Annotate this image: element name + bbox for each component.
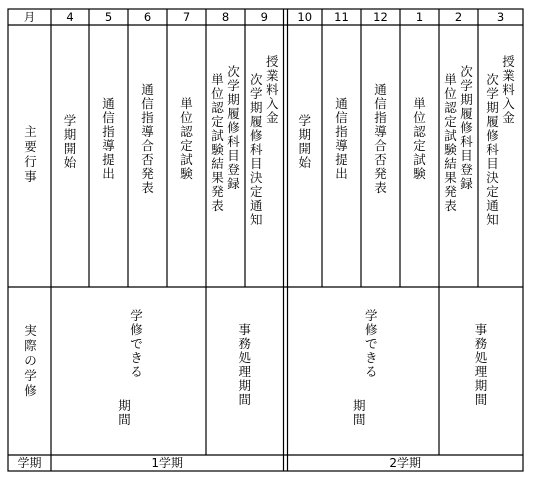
event-cell-7: 学期開始 (298, 113, 312, 170)
study-block-3-line-1: 学修できる (364, 308, 378, 379)
month-header-label: 月 (23, 10, 36, 24)
row-label-events: 主要行事 (24, 124, 37, 184)
month-header-11: 11 (334, 10, 349, 24)
study-block-1-line-1: 学修できる (130, 308, 143, 379)
month-header-7: 7 (182, 10, 191, 24)
event-cell-5-line-2: 単位認定試験結果発表 (211, 72, 224, 213)
event-cell-6-line-2: 次学期履修科目決定通知 (249, 72, 263, 227)
study-block-3-line-2: 期間 (352, 398, 366, 427)
month-header-9: 9 (260, 10, 268, 24)
event-cell-6-line-1: 授業料入金 (265, 54, 279, 125)
event-cell-1: 学期開始 (63, 113, 77, 170)
event-cell-4: 単位認定試験 (180, 96, 193, 181)
event-cell-12-line-2: 次学期履修科目決定通知 (486, 72, 499, 227)
month-header-1: 1 (415, 10, 424, 24)
study-block-2: 事務処理期間 (238, 322, 252, 407)
event-cell-2: 通信指導提出 (102, 96, 115, 181)
term-2: 2学期 (389, 456, 422, 470)
month-header-6: 6 (143, 10, 152, 24)
event-cell-5-line-1: 次学期履修科目登録 (227, 64, 240, 191)
event-cell-3: 通信指導合否発表 (141, 82, 154, 195)
row-label-study: 実際の学修 (24, 323, 37, 398)
study-block-1-line-2: 期間 (118, 398, 131, 427)
term-1: 1学期 (151, 456, 184, 470)
event-cell-10: 単位認定試験 (413, 96, 426, 181)
month-header-4: 4 (66, 10, 74, 24)
event-cell-9: 通信指導合否発表 (374, 82, 387, 195)
month-header-12: 12 (373, 10, 388, 24)
event-cell-8: 通信指導提出 (335, 96, 348, 181)
month-header-8: 8 (221, 10, 230, 24)
table-cells (17, 10, 515, 470)
month-header-2: 2 (454, 10, 463, 24)
event-cell-11-line-2: 単位認定試験結果発表 (444, 72, 457, 213)
event-cell-12-line-1: 授業料入金 (502, 54, 515, 125)
month-header-3: 3 (496, 10, 505, 24)
event-cell-11-line-1: 次学期履修科目登録 (460, 64, 473, 191)
study-block-4: 事務処理期間 (474, 322, 488, 407)
month-header-10: 10 (297, 10, 313, 24)
row-label-term: 学期 (17, 456, 42, 470)
month-header-5: 5 (104, 10, 113, 24)
